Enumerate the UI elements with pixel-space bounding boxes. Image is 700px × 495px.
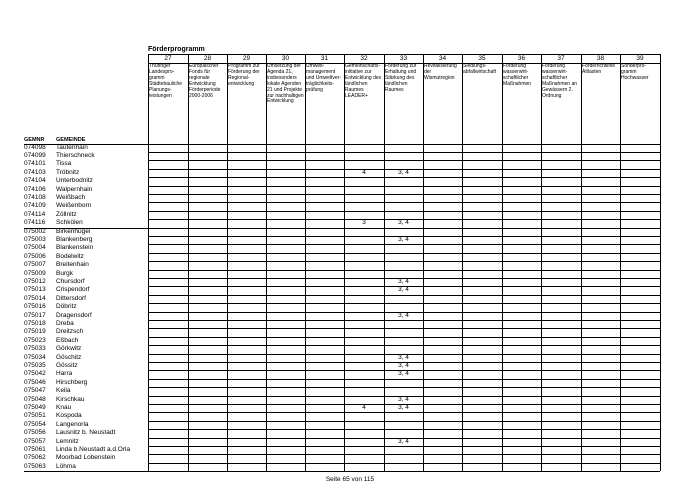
row-code: 075056 bbox=[24, 429, 46, 437]
row-name: Hirschberg bbox=[56, 378, 88, 386]
row-name: Göschitz bbox=[56, 353, 82, 361]
table-rule bbox=[148, 253, 660, 254]
table-rule bbox=[148, 337, 660, 338]
table-rule bbox=[148, 303, 660, 304]
column-number: 37 bbox=[557, 55, 565, 62]
table-rule bbox=[148, 328, 660, 329]
column-number: 31 bbox=[320, 55, 329, 62]
cell-prog-33: 3, 4 bbox=[398, 219, 409, 227]
row-code: 074104 bbox=[24, 177, 46, 185]
table-rule bbox=[148, 270, 660, 271]
row-name: Tautenhain bbox=[56, 143, 88, 151]
row-name: Bodelwitz bbox=[56, 252, 84, 260]
row-code: 075049 bbox=[24, 403, 46, 411]
row-code: 075057 bbox=[24, 437, 46, 445]
row-code: 075012 bbox=[24, 277, 46, 285]
table-rule bbox=[502, 54, 503, 471]
column-number: 33 bbox=[399, 55, 408, 62]
row-name: Kirschkau bbox=[56, 395, 85, 403]
row-name: Tröbnitz bbox=[56, 168, 80, 176]
row-code: 075006 bbox=[24, 252, 46, 260]
table-rule bbox=[305, 54, 306, 471]
row-code: 074109 bbox=[24, 202, 46, 210]
cell-prog-33: 3, 4 bbox=[398, 311, 409, 319]
row-name: Dittersdorf bbox=[56, 294, 86, 302]
cell-prog-33: 3, 4 bbox=[398, 286, 409, 294]
table-rule bbox=[188, 54, 189, 471]
row-code: 074114 bbox=[24, 210, 46, 218]
table-rule bbox=[148, 186, 660, 187]
row-code: 075018 bbox=[24, 319, 46, 327]
row-code: 074106 bbox=[24, 185, 46, 193]
row-name: Kospoda bbox=[56, 412, 82, 420]
cell-prog-33: 3, 4 bbox=[398, 277, 409, 285]
table-rule bbox=[148, 463, 660, 464]
row-code: 075016 bbox=[24, 303, 46, 311]
row-code: 075014 bbox=[24, 294, 46, 302]
table-rule bbox=[423, 54, 424, 471]
row-name: Schkölen bbox=[56, 219, 83, 227]
row-code: 075051 bbox=[24, 412, 46, 420]
table-rule bbox=[148, 446, 660, 447]
row-code: 075019 bbox=[24, 328, 46, 336]
table-rule bbox=[148, 421, 660, 422]
column-number: 38 bbox=[596, 55, 605, 62]
row-code: 075017 bbox=[24, 311, 46, 319]
cell-prog-33: 3, 4 bbox=[398, 395, 409, 403]
row-name: Dreba bbox=[56, 319, 74, 327]
row-code: 074098 bbox=[24, 143, 46, 151]
row-name: Löhma bbox=[56, 462, 76, 470]
row-code: 074108 bbox=[24, 193, 46, 201]
row-code: 075023 bbox=[24, 336, 46, 344]
row-code: 075062 bbox=[24, 454, 46, 462]
row-name: Eßbach bbox=[56, 336, 79, 344]
table-rule bbox=[148, 152, 660, 153]
column-description: Siedlungs-abfallwirtschaft bbox=[463, 64, 497, 75]
cell-prog-33: 3, 4 bbox=[398, 168, 409, 176]
row-code: 074103 bbox=[24, 168, 46, 176]
row-code: 075063 bbox=[24, 462, 46, 470]
row-name: Linda b.Neustadt a.d.Orla bbox=[56, 445, 131, 453]
row-name: Lausnitz b. Neustadt bbox=[56, 429, 116, 437]
row-name: Chursdorf bbox=[56, 277, 85, 285]
table-rule bbox=[148, 387, 660, 388]
row-code: 075048 bbox=[24, 395, 46, 403]
row-name: Görkwitz bbox=[56, 345, 82, 353]
gemeinde-header: GEMEINDE bbox=[56, 137, 86, 143]
row-code: 075007 bbox=[24, 261, 46, 269]
row-name: Harra bbox=[56, 370, 73, 378]
row-code: 075054 bbox=[24, 420, 46, 428]
table-rule bbox=[266, 54, 267, 471]
row-name: Lemnitz bbox=[56, 437, 79, 445]
row-name: Walpernhain bbox=[56, 185, 93, 193]
table-rule bbox=[148, 244, 660, 245]
table-rule bbox=[581, 54, 582, 471]
table-rule bbox=[148, 261, 660, 262]
row-name: Moorbad Lobenstein bbox=[56, 454, 116, 462]
row-code: 075013 bbox=[24, 286, 46, 294]
row-code: 075035 bbox=[24, 361, 46, 369]
table-rule bbox=[148, 177, 660, 178]
table-rule bbox=[148, 194, 660, 195]
column-number: 29 bbox=[242, 55, 251, 62]
row-code: 075034 bbox=[24, 353, 46, 361]
row-name: Blankenstein bbox=[56, 244, 94, 252]
table-rule bbox=[620, 54, 621, 471]
row-code: 074116 bbox=[24, 219, 46, 227]
cell-prog-33: 3, 4 bbox=[398, 370, 409, 378]
column-number: 36 bbox=[517, 55, 526, 62]
row-code: 075046 bbox=[24, 378, 46, 386]
table-rule bbox=[148, 345, 660, 346]
gemnr-header: GEMNR bbox=[24, 137, 45, 143]
column-description: Thüringer Landespro-gramm Städtebauliche Planungs-leistungen bbox=[149, 64, 183, 99]
table-rule bbox=[541, 54, 542, 471]
column-number: 27 bbox=[164, 55, 172, 62]
column-description: Förderrichtlinie Altlasten bbox=[582, 64, 616, 75]
row-name: Keila bbox=[56, 387, 71, 395]
column-number: 39 bbox=[636, 55, 644, 62]
row-name: Dragensdorf bbox=[56, 311, 92, 319]
column-description: Gemeinschafts-initiative zur Entwicklung des ländlichen Raumes LEADER+ bbox=[345, 64, 382, 99]
row-name: Dreitzsch bbox=[56, 328, 84, 336]
cell-prog-32: 4 bbox=[362, 168, 366, 176]
column-number: 32 bbox=[360, 55, 368, 62]
row-name: Birkenhügel bbox=[56, 227, 91, 235]
page-footer: Seite 65 von 115 bbox=[325, 476, 375, 483]
cell-prog-33: 3, 4 bbox=[398, 403, 409, 411]
row-code: 075009 bbox=[24, 269, 46, 277]
row-code: 075004 bbox=[24, 244, 46, 252]
column-description: Revitalisierung der Wismutregion bbox=[424, 64, 457, 81]
column-description: Sonderpro-gramm Hochwasser bbox=[621, 64, 649, 81]
row-name: Tissa bbox=[56, 160, 72, 168]
column-description: Programm zur Förderung der Regional-entwicklung bbox=[228, 64, 260, 87]
table-rule bbox=[148, 63, 660, 64]
table-rule bbox=[148, 429, 660, 430]
table-rule bbox=[148, 379, 660, 380]
row-code: 074099 bbox=[24, 151, 46, 159]
cell-prog-32: 3 bbox=[362, 219, 366, 227]
table-rule bbox=[148, 454, 660, 455]
cell-prog-33: 3, 4 bbox=[398, 235, 409, 243]
table-rule bbox=[148, 54, 149, 471]
column-number: 28 bbox=[203, 55, 212, 62]
table-rule bbox=[24, 471, 660, 472]
row-code: 075002 bbox=[24, 227, 46, 235]
row-name: Blankenberg bbox=[56, 235, 93, 243]
row-name: Crispendorf bbox=[56, 286, 90, 294]
row-code: 075033 bbox=[24, 345, 46, 353]
row-name: Knau bbox=[56, 403, 72, 411]
row-code: 075047 bbox=[24, 387, 46, 395]
table-rule bbox=[148, 160, 660, 161]
row-code: 075061 bbox=[24, 445, 46, 453]
column-number: 30 bbox=[281, 55, 290, 62]
row-name: Unterbodnitz bbox=[56, 177, 93, 185]
column-description: Umwelt-management und Umweltver-träglichkeits-prüfung bbox=[306, 64, 342, 93]
cell-prog-32: 4 bbox=[362, 403, 366, 411]
column-description: Förderung wasserwirt-schaftlicher Maßnahmen an Gewässern 2. Ordnung bbox=[542, 64, 578, 99]
column-description: Förderung wasserwirt-schaftlicher Maßnahmen bbox=[503, 64, 532, 87]
row-name: Thierschneck bbox=[56, 151, 95, 159]
cell-prog-33: 3, 4 bbox=[398, 353, 409, 361]
row-code: 074101 bbox=[24, 160, 46, 168]
row-code: 075003 bbox=[24, 235, 46, 243]
row-name: Weißbach bbox=[56, 193, 86, 201]
column-number: 34 bbox=[438, 55, 447, 62]
column-description: Förderung zur Erhaltung und Stärkung des ländlichen Raumes bbox=[385, 64, 417, 93]
row-name: Döbritz bbox=[56, 303, 77, 311]
table-rule bbox=[462, 54, 463, 471]
table-title: Förderprogramm bbox=[148, 46, 205, 53]
row-name: Zöllnitz bbox=[56, 210, 77, 218]
cell-prog-33: 3, 4 bbox=[398, 361, 409, 369]
row-name: Burgk bbox=[56, 269, 73, 277]
table-rule bbox=[148, 320, 660, 321]
row-name: Langenorla bbox=[56, 420, 89, 428]
table-rule bbox=[227, 54, 228, 471]
cell-prog-33: 3, 4 bbox=[398, 437, 409, 445]
column-number: 35 bbox=[478, 55, 486, 62]
row-name: Weißenborn bbox=[56, 202, 92, 210]
table-rule bbox=[148, 412, 660, 413]
row-code: 075042 bbox=[24, 370, 46, 378]
column-description: Europäischer Fonds für regionale Entwicklung Förderperiode 2000-2006 bbox=[189, 64, 221, 99]
table-rule bbox=[148, 295, 660, 296]
table-rule bbox=[148, 211, 660, 212]
table-rule bbox=[148, 54, 660, 55]
row-name: Breitenhain bbox=[56, 261, 89, 269]
row-name: Gössitz bbox=[56, 361, 78, 369]
column-description: Umsetzung der Agenda 21, insbesonders lokale Agenden 21 und Projekte zur nachhaltigen Entwicklung bbox=[267, 64, 304, 105]
table-rule bbox=[660, 54, 661, 471]
table-rule bbox=[148, 202, 660, 203]
